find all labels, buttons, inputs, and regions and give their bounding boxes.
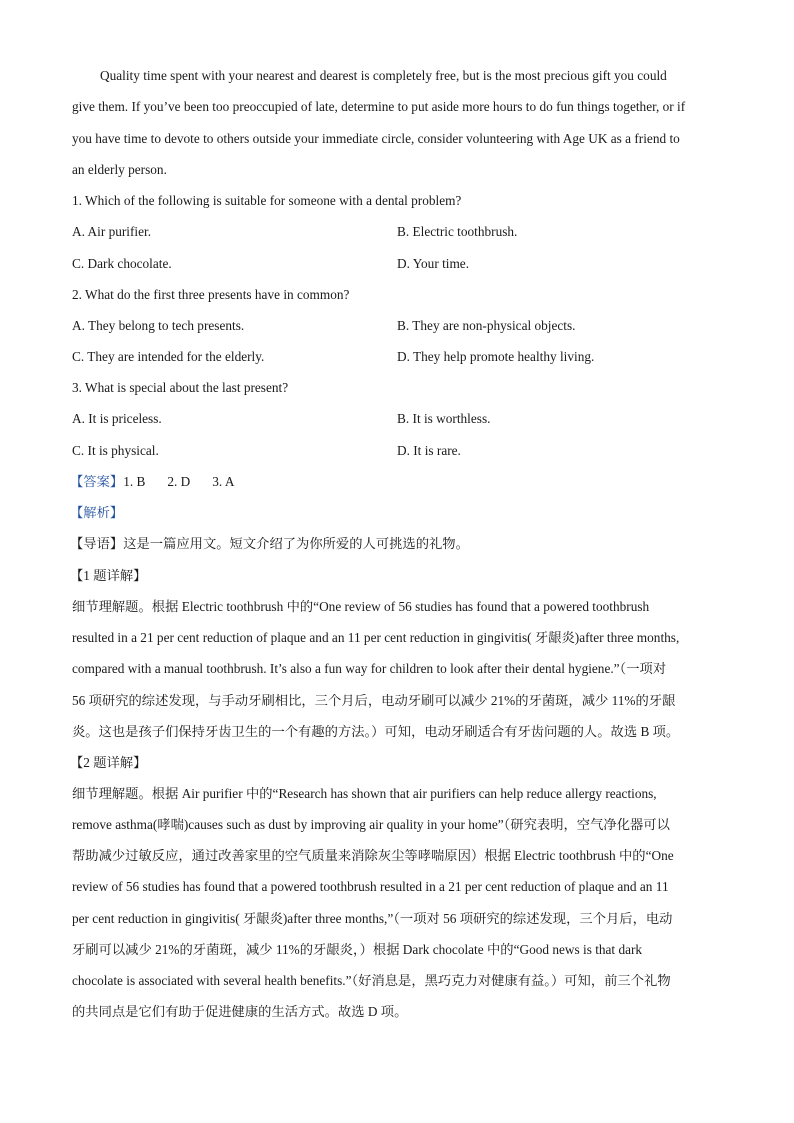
answer-item: 1. B — [123, 474, 146, 489]
question-2-option-c: C. They are intended for the elderly. — [72, 349, 265, 364]
question-1-option-b: B. Electric toothbrush. — [397, 224, 518, 239]
answer-line — [70, 472, 234, 492]
question-1-stem: 1. Which of the following is suitable for someone with a dental problem? — [72, 193, 462, 208]
question-3-option-d: D. It is rare. — [397, 443, 461, 458]
detail-1-label: 【1 题详解】 — [70, 568, 147, 583]
detail-1-line: 细节理解题。根据 Electric toothbrush 中的“One review of 56 studies has found that a powered toothbrush — [72, 599, 650, 614]
question-3-option-a: A. It is priceless. — [72, 411, 162, 426]
detail-2-label: 【2 题详解】 — [70, 755, 147, 770]
detail-2-line: review of 56 studies has found that a powered toothbrush resulted in a 21 per cent reduction of plaque and an 11 — [72, 879, 669, 894]
question-2-option-a: A. They belong to tech presents. — [72, 318, 245, 333]
analysis-label: 【解析】 — [70, 505, 124, 520]
passage-line: give them. If you’ve been too preoccupied of late, determine to put aside more hours to do fun things together, or if — [72, 99, 686, 114]
detail-1-line: resulted in a 21 per cent reduction of plaque and an 11 per cent reduction in gingivitis( 牙龈炎)after three months, — [72, 630, 680, 645]
guide-line — [70, 534, 469, 554]
question-2-option-b: B. They are non-physical objects. — [397, 318, 576, 333]
question-2-option-d: D. They help promote healthy living. — [397, 349, 595, 364]
passage-line: Quality time spent with your nearest and dearest is completely free, but is the most precious gift you could — [100, 68, 667, 83]
answer-label: 【答案】 — [70, 474, 124, 489]
detail-2-line: chocolate is associated with several health benefits.”（好消息是，黑巧克力对健康有益。）可知，前三个礼物 — [72, 973, 671, 988]
answer-item: 2. D — [167, 474, 191, 489]
question-3-option-b: B. It is worthless. — [397, 411, 491, 426]
detail-2-line: 的共同点是它们有助于促进健康的生活方式。故选 D 项。 — [72, 1004, 408, 1019]
detail-2-line: remove asthma(哮喘)causes such as dust by improving air quality in your home”（研究表明，空气净化器可以 — [72, 817, 670, 832]
detail-2-line: 牙刷可以减少 21%的牙菌斑，减少 11%的牙龈炎，）根据 Dark chocolate 中的“Good news is that dark — [72, 942, 643, 957]
detail-1-line: 56 项研究的综述发现，与手动牙刷相比，三个月后，电动牙刷可以减少 21%的牙菌斑，减少 11%的牙龈 — [72, 693, 676, 708]
question-3-stem: 3. What is special about the last present? — [72, 380, 289, 395]
detail-2-line: per cent reduction in gingivitis( 牙龈炎)after three months,”（一项对 56 项研究的综述发现，三个月后，电动 — [72, 911, 673, 926]
passage-line: you have time to devote to others outside your immediate circle, consider volunteering with Age UK as a friend to — [72, 131, 680, 146]
guide-label: 【导语】 — [70, 536, 124, 551]
question-1-option-a: A. Air purifier. — [72, 224, 152, 239]
detail-2-line: 细节理解题。根据 Air purifier 中的“Research has shown that air purifiers can help reduce allergy reactions, — [72, 786, 657, 801]
question-1-option-d: D. Your time. — [397, 256, 470, 271]
detail-1-line: compared with a manual toothbrush. It’s also a fun way for children to look after their dental hygiene.”（一项对 — [72, 661, 667, 676]
answer-item: 3. A — [212, 474, 235, 489]
detail-2-line: 帮助减少过敏反应，通过改善家里的空气质量来消除灰尘等哮喘原因）根据 Electric toothbrush 中的“One — [72, 848, 674, 863]
question-2-stem: 2. What do the first three presents have in common? — [72, 287, 350, 302]
detail-1-line: 炎。这也是孩子们保持牙齿卫生的一个有趣的方法。）可知，电动牙刷适合有牙齿问题的人。故选 B 项。 — [72, 724, 680, 739]
guide-text: 这是一篇应用文。短文介绍了为你所爱的人可挑选的礼物。 — [123, 536, 469, 551]
question-3-option-c: C. It is physical. — [72, 443, 159, 458]
passage-line: an elderly person. — [72, 162, 167, 177]
question-1-option-c: C. Dark chocolate. — [72, 256, 172, 271]
